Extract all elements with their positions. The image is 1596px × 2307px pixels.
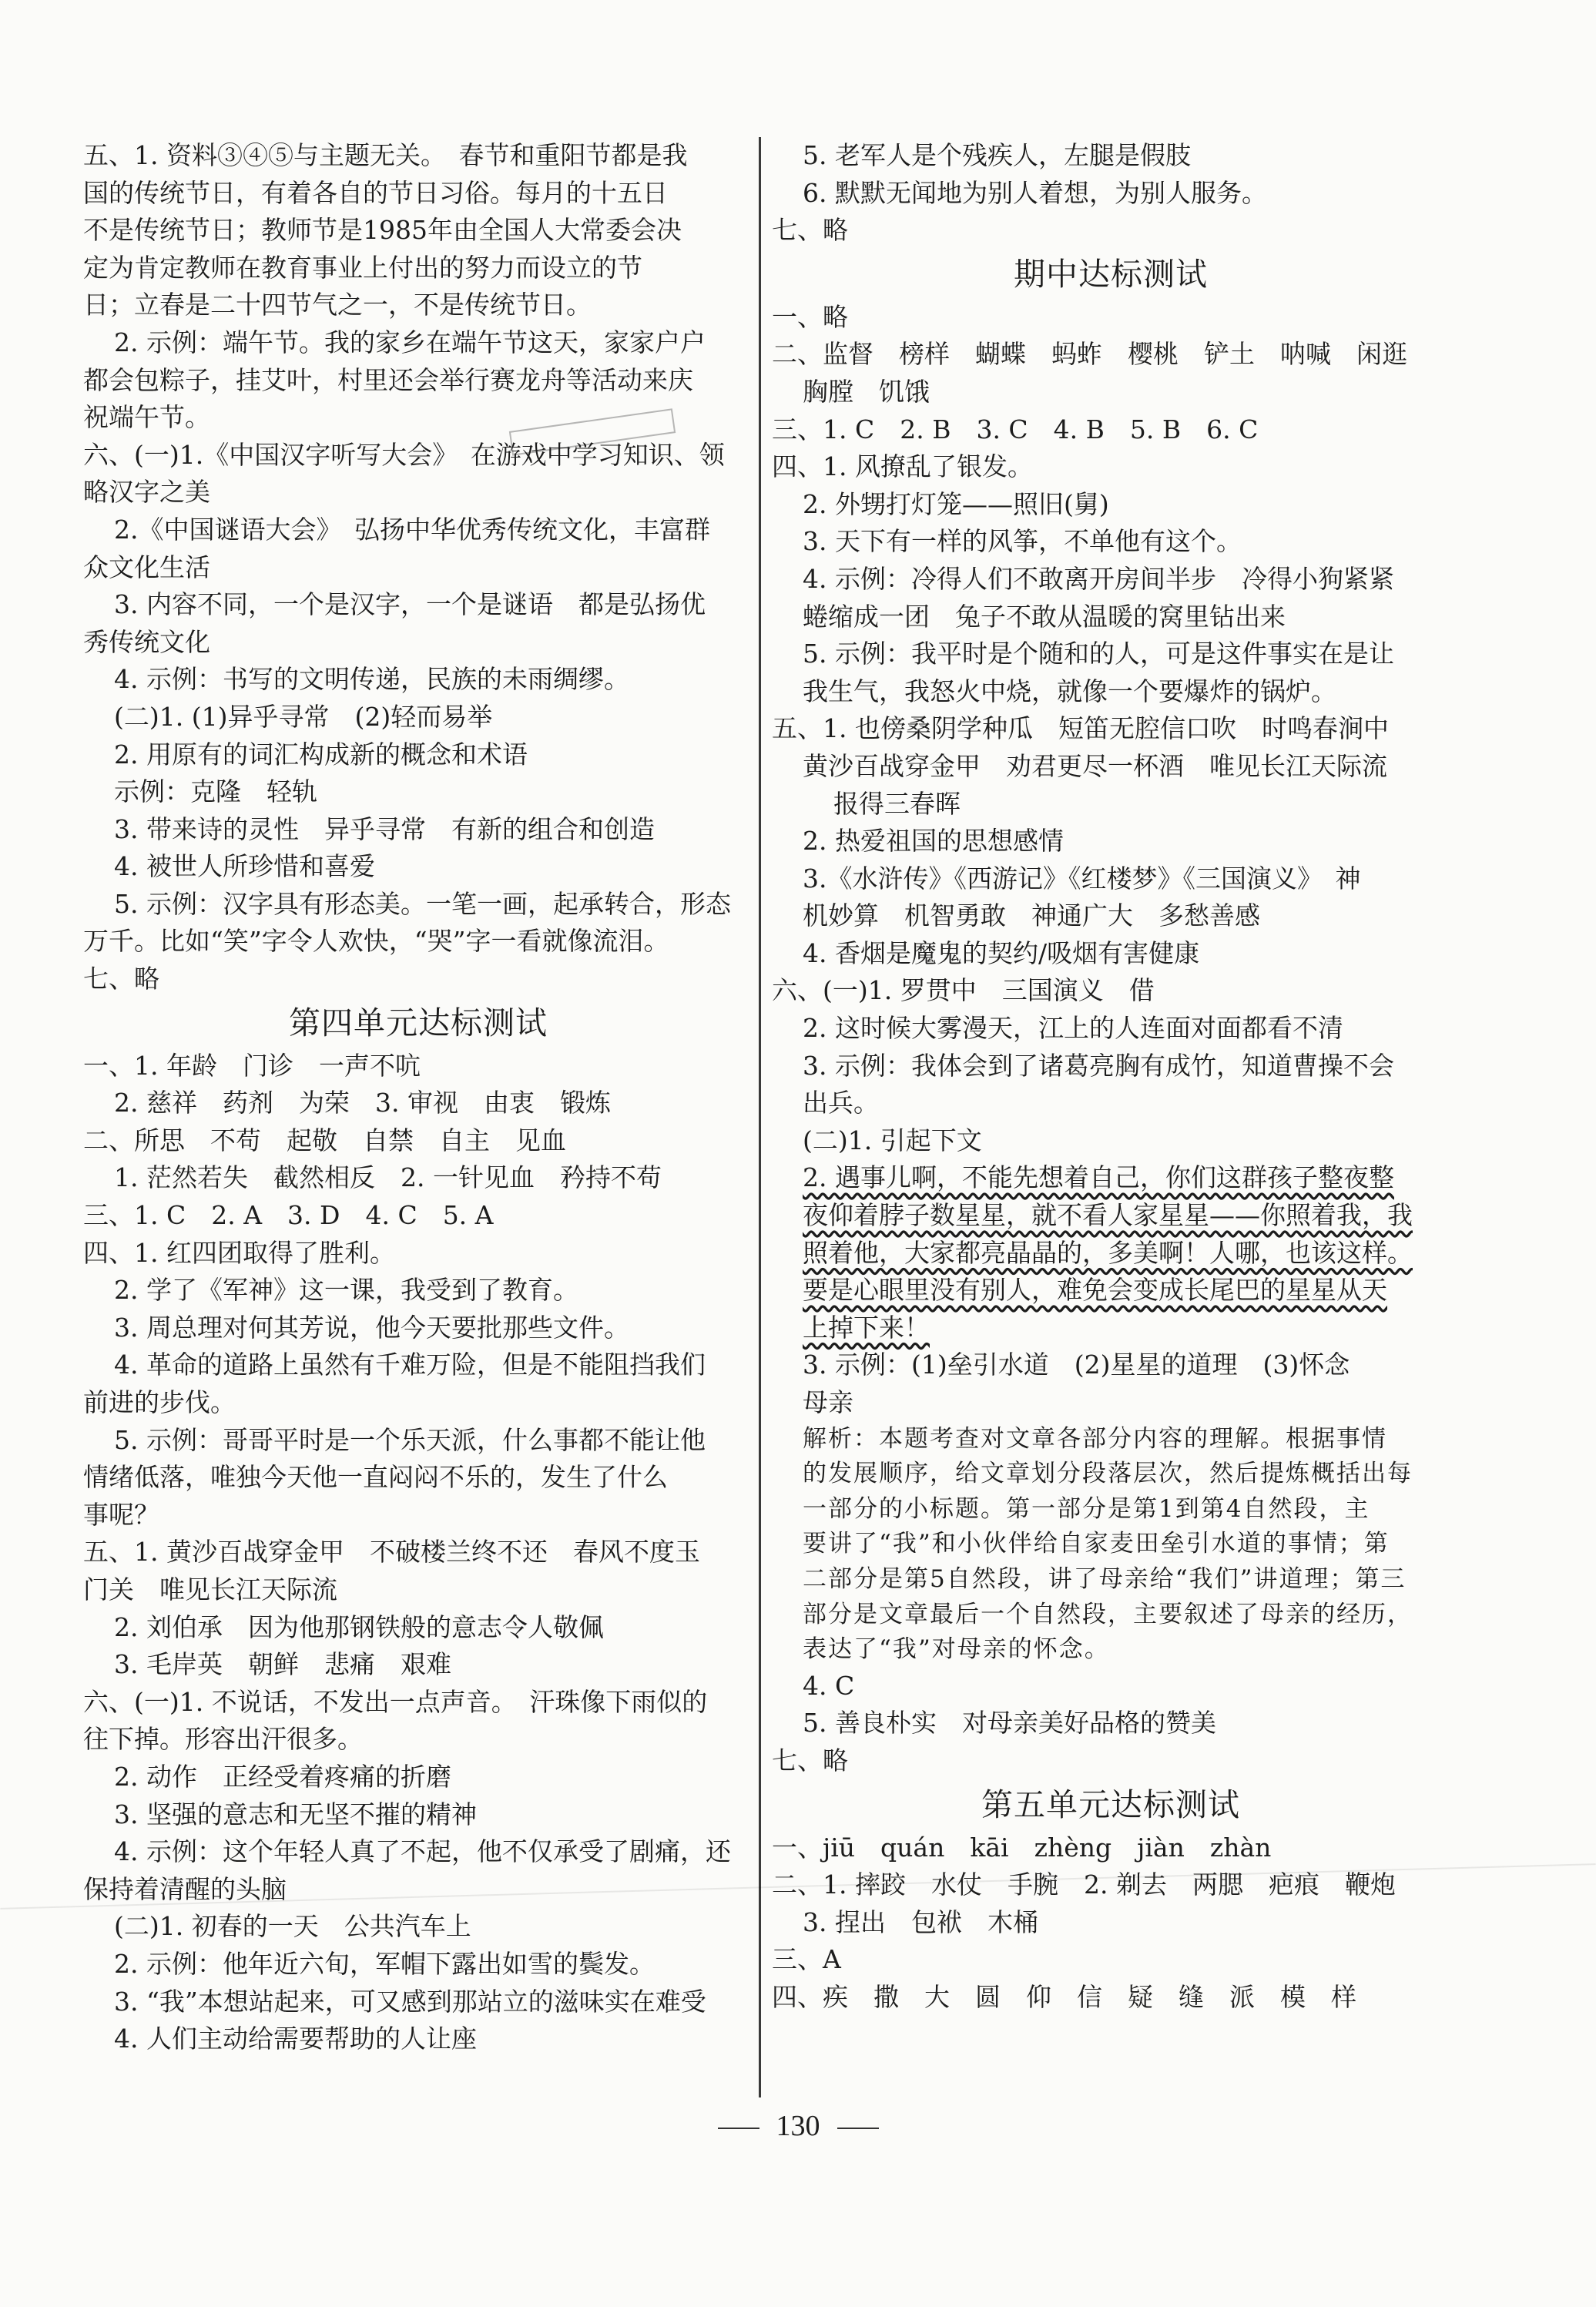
footer-dash-left [718, 2128, 759, 2129]
answer-line: 2. 学了《军神》这一课，我受到了教育。 [114, 1275, 578, 1306]
answer-line: 2. 遇事儿啊，不能先想着自己，你们这群孩子整夜整 [803, 1162, 1394, 1193]
answer-line: 略汉字之美 [83, 477, 210, 508]
answer-line: 七、略 [772, 215, 848, 246]
answer-line: 五、1. 黄沙百战穿金甲 不破楼兰终不还 春风不度玉 [83, 1537, 700, 1568]
answer-line: 一、jiū quán kāi zhèng jiàn zhàn [772, 1832, 1272, 1863]
answer-line: 三、1. C 2. A 3. D 4. C 5. A [83, 1200, 494, 1231]
answer-line: 五、1. 也傍桑阴学种瓜 短笛无腔信口吹 时鸣春涧中 [772, 713, 1389, 744]
column-divider [759, 137, 761, 2097]
answer-line: 3. 示例：(1)垒引水道 (2)星星的道理 (3)怀念 [803, 1350, 1350, 1380]
answer-line: 祝端午节。 [83, 402, 210, 433]
answer-line: 5. 示例：汉字具有形态美。一笔一画，起承转合，形态 [114, 888, 731, 919]
answer-line: 2. 热爱祖国的思想感情 [803, 826, 1064, 857]
answer-line: 3. 周总理对何其芳说，他今天要批那些文件。 [114, 1312, 629, 1343]
answer-line: 我生气，我怒火中烧，就像一个要爆炸的锅炉。 [803, 676, 1336, 706]
answer-line: 四、疾 撒 大 圆 仰 信 疑 缝 派 模 样 [772, 1981, 1356, 2012]
answer-line: 日；立春是二十四节气之一，不是传统节日。 [83, 290, 592, 320]
answer-line: 5. 示例：我平时是个随和的人，可是这件事实在是让 [803, 639, 1394, 669]
answer-line: 4. 香烟是魔鬼的契约/吸烟有害健康 [803, 937, 1200, 968]
answer-line: 前进的步伐。 [83, 1387, 236, 1417]
page-number: 130 [776, 2110, 820, 2142]
answer-line: 都会包粽子，挂艾叶，村里还会举行赛龙舟等活动来庆 [83, 364, 693, 395]
left-column [83, 137, 753, 2058]
answer-line: 一、略 [772, 301, 848, 332]
answer-line: 机妙算 机智勇敢 神通广大 多愁善感 [803, 900, 1260, 931]
answer-line: 四、1. 红四团取得了胜利。 [83, 1237, 395, 1268]
page-number-footer [0, 2109, 1596, 2143]
answer-line: 黄沙百战穿金甲 劝君更尽一杯酒 唯见长江天际流 [803, 750, 1387, 781]
answer-line: 秀传统文化 [83, 626, 210, 657]
answer-line: 4. 人们主动给需要帮助的人让座 [114, 2024, 477, 2054]
analysis-line: 部分是文章最后一个自然段，主要叙述了母亲的经历， [803, 1600, 1413, 1628]
answer-line: 七、略 [772, 1745, 848, 1776]
answer-line: 4. C [803, 1670, 855, 1701]
answer-line: 5. 老军人是个残疾人，左腿是假肢 [803, 140, 1191, 170]
answer-line: 2. 用原有的词汇构成新的概念和术语 [114, 739, 528, 770]
answer-line: 七、略 [83, 964, 159, 994]
answer-line: 母亲 [803, 1387, 853, 1417]
answer-line: 2. 动作 正经受着疼痛的折磨 [114, 1761, 451, 1792]
answer-line: 照着他，大家都亮晶晶的，多美啊！人哪，也该这样。 [803, 1237, 1413, 1268]
answer-line: 二、所思 不苟 起敬 自禁 自主 见血 [83, 1125, 566, 1155]
analysis-line: 的发展顺序，给文章划分段落层次，然后提炼概括出每 [803, 1460, 1413, 1488]
answer-line: 3. “我”本想站起来，可又感到那站立的滋味实在难受 [114, 1986, 706, 2017]
answer-line: 情绪低落，唯独今天他一直闷闷不乐的，发生了什么 [83, 1462, 668, 1493]
answer-line: 4. 示例：这个年轻人真了不起，他不仅承受了剧痛，还 [114, 1836, 731, 1867]
answer-line: 4. 示例：冷得人们不敢离开房间半步 冷得小狗紧紧 [803, 563, 1394, 594]
answer-line: 夜仰着脖子数星星，就不看人家星星——你照着我，我 [803, 1200, 1413, 1231]
answer-line: 2.《中国谜语大会》 弘扬中华优秀传统文化，丰富群 [114, 514, 710, 545]
answer-line: 六、(一)1.《中国汉字听写大会》 在游戏中学习知识、领 [83, 439, 725, 470]
analysis-line: 解析：本题考查对文章各部分内容的理解。根据事情 [803, 1424, 1387, 1453]
answer-line: 4. 被世人所珍惜和喜爱 [114, 851, 375, 882]
answer-line: 3. 毛岸英 朝鲜 悲痛 艰难 [114, 1649, 451, 1680]
answer-line: 3. 坚强的意志和无坚不摧的精神 [114, 1799, 477, 1829]
right-column [772, 137, 1450, 2017]
answer-line: 二、监督 榜样 蝴蝶 蚂蚱 樱桃 铲土 呐喊 闲逛 [772, 339, 1407, 370]
answer-line: 5. 善良朴实 对母亲美好品格的赞美 [803, 1708, 1216, 1739]
analysis-line: 要讲了“我”和小伙伴给自家麦田垒引水道的事情；第 [803, 1530, 1390, 1558]
answer-line: 报得三春晖 [833, 788, 961, 819]
answer-line: 三、1. C 2. B 3. C 4. B 5. B 6. C [772, 414, 1259, 444]
answer-line: (二)1. 初春的一天 公共汽车上 [114, 1911, 471, 1942]
section-heading: 第四单元达标测试 [289, 1004, 548, 1041]
answer-line: 万千。比如“笑”字令人欢快，“哭”字一看就像流泪。 [83, 926, 669, 957]
answer-line: 保持着清醒的头脑 [83, 1873, 287, 1904]
answer-line: 3.《水浒传》《西游记》《红楼梦》《三国演义》 神 [803, 863, 1361, 894]
answer-line: 门关 唯见长江天际流 [83, 1574, 337, 1605]
answer-line: 6. 默默无闻地为别人着想，为别人服务。 [803, 177, 1267, 208]
section-heading: 第五单元达标测试 [981, 1786, 1240, 1823]
answer-line: 众文化生活 [83, 552, 210, 582]
answer-line: 蜷缩成一团 兔子不敢从温暖的窝里钻出来 [803, 601, 1286, 632]
answer-line: 2. 示例：他年近六旬，军帽下露出如雪的鬓发。 [114, 1948, 655, 1979]
answer-line: 2. 示例：端午节。我的家乡在端午节这天，家家户户 [114, 327, 706, 357]
answer-line: 2. 慈祥 药剂 为荣 3. 审视 由衷 锻炼 [114, 1088, 611, 1118]
answer-line: 1. 茫然若失 截然相反 2. 一针见血 矜持不苟 [114, 1162, 662, 1193]
answer-line: 国的传统节日，有着各自的节日习俗。每月的十五日 [83, 177, 668, 208]
answer-line: 三、A [772, 1944, 841, 1975]
answer-line: 六、(一)1. 罗贯中 三国演义 借 [772, 975, 1155, 1006]
analysis-line: 二部分是第5自然段，讲了母亲给“我们”讲道理；第三 [803, 1564, 1407, 1593]
answer-line: 5. 示例：哥哥平时是一个乐天派，什么事都不能让他 [114, 1424, 706, 1455]
section-heading: 期中达标测试 [1014, 255, 1208, 293]
answer-line: 不是传统节日；教师节是1985年由全国人大常委会决 [83, 215, 682, 246]
answer-line: 3. 内容不同，一个是汉字，一个是谜语 都是弘扬优 [114, 589, 706, 620]
answer-line: 四、1. 风撩乱了银发。 [772, 451, 1033, 482]
answer-line: 3. 捏出 包袱 木桶 [803, 1906, 1038, 1937]
answer-line: 2. 刘伯承 因为他那钢铁般的意志令人敬佩 [114, 1611, 604, 1642]
answer-line: 4. 革命的道路上虽然有千难万险，但是不能阻挡我们 [114, 1350, 706, 1380]
answer-line: 上掉下来！ [803, 1312, 930, 1343]
analysis-line: 表达了“我”对母亲的怀念。 [803, 1635, 1110, 1664]
answer-line: (二)1. (1)异乎寻常 (2)轻而易举 [114, 701, 493, 732]
answer-line: 出兵。 [803, 1088, 879, 1118]
answer-line: 定为肯定教师在教育事业上付出的努力而设立的节 [83, 252, 642, 283]
answer-line: 胸膛 饥饿 [803, 376, 930, 407]
answer-line: 要是心眼里没有别人，难免会变成长尾巴的星星从天 [803, 1275, 1387, 1306]
answer-line: 4. 示例：书写的文明传递，民族的未雨绸缪。 [114, 664, 629, 695]
answer-line: 事呢？ [83, 1499, 159, 1530]
answer-line: 3. 示例：我体会到了诸葛亮胸有成竹，知道曹操不会 [803, 1050, 1394, 1081]
answer-line: 六、(一)1. 不说话，不发出一点声音。 汗珠像下雨似的 [83, 1686, 708, 1717]
answer-line: (二)1. 引起下文 [803, 1125, 982, 1155]
answer-line: 2. 这时候大雾漫天，江上的人连面对面都看不清 [803, 1013, 1343, 1044]
answer-line: 往下掉。形容出汗很多。 [83, 1724, 363, 1755]
answer-line: 3. 带来诗的灵性 异乎寻常 有新的组合和创造 [114, 813, 655, 844]
answer-line: 2. 外甥打灯笼——照旧(舅) [803, 488, 1109, 519]
answer-line: 二、1. 摔跤 水仗 手腕 2. 剃去 两腮 疤痕 鞭炮 [772, 1869, 1396, 1900]
footer-dash-right [837, 2128, 879, 2129]
answer-line: 3. 天下有一样的风筝，不单他有这个。 [803, 526, 1242, 557]
analysis-line: 一部分的小标题。第一部分是第1到第4自然段，主 [803, 1494, 1370, 1523]
answer-line: 五、1. 资料③④⑤与主题无关。 春节和重阳节都是我 [83, 140, 688, 170]
answer-line: 一、1. 年龄 门诊 一声不吭 [83, 1050, 421, 1081]
answer-line: 示例：克隆 轻轨 [114, 776, 317, 807]
